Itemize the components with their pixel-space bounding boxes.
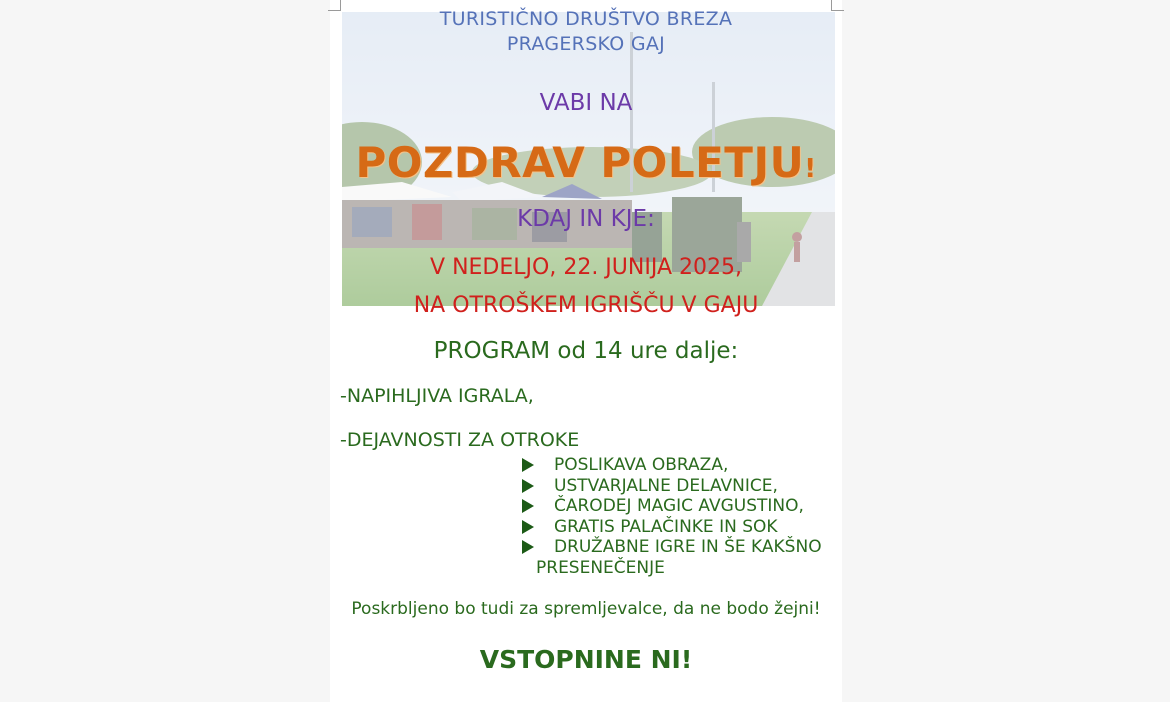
activity-label: USTVARJALNE DELAVNICE, — [554, 475, 778, 496]
list-item — [518, 517, 822, 538]
arrow-bullet-icon — [522, 540, 534, 554]
arrow-bullet-icon — [522, 499, 534, 513]
event-date: V NEDELJO, 22. JUNIJA 2025, — [430, 255, 742, 280]
event-title-text: POZDRAV POLETJU — [355, 138, 805, 187]
free-entry-text: VSTOPNINE NI! — [479, 645, 693, 674]
activity-label: ČARODEJ MAGIC AVGUSTINO, — [554, 496, 804, 516]
arrow-bullet-icon — [522, 458, 534, 472]
activity-list — [518, 455, 822, 558]
when-where-label: KDAJ IN KJE: — [517, 206, 655, 232]
program-item-inflatables: -NAPIHLJIVA IGRALA, — [340, 385, 534, 407]
flyer-page — [330, 0, 842, 702]
arrow-bullet-icon — [522, 520, 534, 534]
arrow-bullet-icon — [522, 479, 534, 493]
activity-continuation: PRESENEČENJE — [536, 558, 665, 578]
event-place: NA OTROŠKEM IGRIŠČU V GAJU — [413, 293, 759, 318]
list-item — [518, 455, 822, 476]
activity-label: POSLIKAVA OBRAZA, — [554, 455, 729, 475]
activity-label: DRUŽABNE IGRE IN ŠE KAKŠNO — [554, 537, 822, 557]
list-item — [518, 476, 822, 497]
program-item-kids-activities: -DEJAVNOSTI ZA OTROKE — [340, 429, 580, 451]
list-item — [518, 537, 822, 558]
organizer-line-2: PRAGERSKO GAJ — [506, 33, 666, 55]
program-heading: PROGRAM od 14 ure dalje: — [433, 338, 739, 364]
refreshments-note: Poskrbljeno bo tudi za spremljevalce, da ne bodo žejni! — [351, 599, 821, 619]
list-item — [518, 496, 822, 517]
invite-text: VABI NA — [539, 90, 633, 116]
organizer-line-1: TURISTIČNO DRUŠTVO BREZA — [439, 8, 733, 30]
event-title — [330, 138, 842, 187]
activity-label: GRATIS PALAČINKE IN SOK — [554, 516, 778, 537]
event-title-exclamation: ! — [804, 154, 817, 184]
